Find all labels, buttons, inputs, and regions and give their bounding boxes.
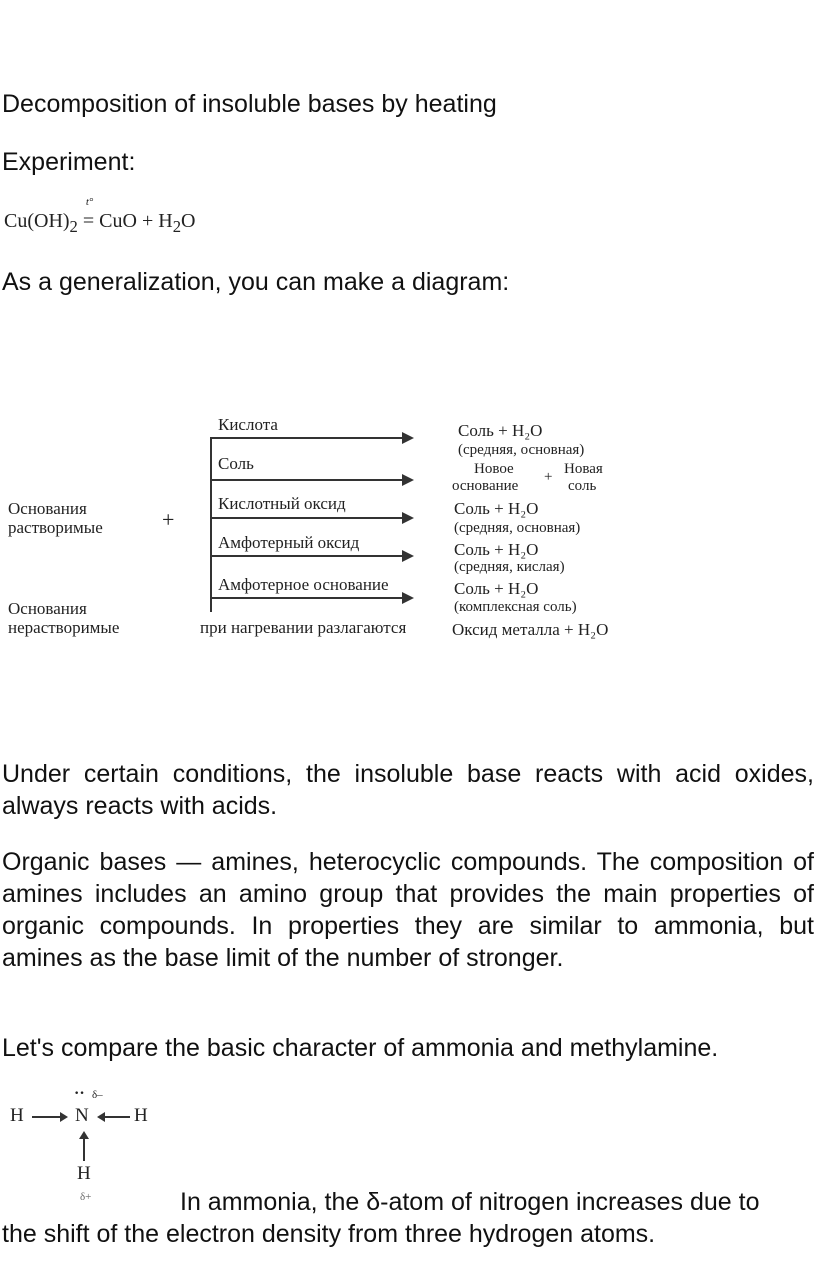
equation-reactant-subscript: 2 [69, 217, 78, 236]
nh3-bond-left-head [60, 1112, 68, 1122]
diagram-result-new-salt-2: соль [568, 478, 597, 494]
diagram-soluble-line2: растворимые [8, 518, 103, 537]
paragraph-conditions: Under certain conditions, the insoluble base reacts with acid oxides, always reacts with acids. [2, 760, 814, 820]
diagram-result-new-base-1: Новое [474, 461, 514, 477]
diagram-result-acid-note: (средняя, основная) [458, 442, 585, 458]
diagram-result-amph-base-note: (комплексная соль) [454, 599, 577, 615]
nh3-bond-right [104, 1116, 130, 1118]
diagram-result-acid-oxide-note: (средняя, основная) [454, 520, 581, 536]
diagram-result-amph-oxide-note: (средняя, кислая) [454, 559, 565, 575]
nh3-bond-bottom [83, 1139, 85, 1161]
equation-product-2: $H_2O$ [158, 210, 196, 236]
diagram-reagent-amph-base: Амфотерное основание [218, 575, 389, 594]
diagram-result-salt-plus: + [544, 469, 553, 485]
diagram-arrow-acid-oxide [210, 517, 402, 519]
equation-condition: t° [85, 196, 94, 208]
diagram-reagent-acid: Кислота [218, 415, 278, 434]
paragraph-ammonia-line2: the shift of the electron density from three hydrogen atoms. [2, 1220, 656, 1248]
diagram-result-new-base-2: основание [452, 478, 519, 494]
diagram-plus: + [162, 507, 175, 532]
diagram-arrow-amph-oxide [210, 555, 402, 557]
diagram-reagent-amph-oxide: Амфотерный оксид [218, 533, 360, 552]
diagram-reagent-acid-oxide: Кислотный оксид [218, 494, 346, 513]
equation-product-1: CuO [99, 210, 137, 232]
diagram-result-heating: Оксид металла + H₂O [452, 620, 609, 639]
equation-equals: = [82, 210, 95, 232]
bases-diagram [0, 400, 816, 660]
diagram-arrow-salt [210, 479, 402, 481]
diagram-insoluble-line2: нерастворимые [8, 618, 120, 637]
nh3-h-bottom: H [77, 1163, 91, 1184]
diagram-insoluble-line1: Основания [8, 599, 87, 618]
experiment-label: Experiment: [2, 148, 136, 176]
diagram-result-acid: Соль + H₂O [458, 421, 543, 440]
diagram-bracket-line [210, 437, 212, 612]
equation-arrow [82, 196, 95, 233]
generalization-text: As a generalization, you can make a diagram: [2, 268, 510, 296]
diagram-result-new-salt-1: Новая [564, 461, 603, 477]
paragraph-compare: Let's compare the basic character of ammonia and methylamine. [2, 1034, 719, 1062]
paragraph-organic-bases: Organic bases — amines, heterocyclic compounds. The composition of amines includes an amino group that provides the main properties of organic compounds. In properties they are similar to ammonia, but amines as the base limit of the number of stronger. [2, 848, 814, 972]
nh3-lone-pair: ·· [74, 1085, 85, 1102]
diagram-arrow-acid [210, 437, 402, 439]
section-heading: Decomposition of insoluble bases by heating [2, 90, 497, 118]
nh3-delta-plus: δ+ [80, 1191, 92, 1203]
nh3-delta-minus: δ– [92, 1089, 103, 1101]
diagram-heating: при нагревании разлагаются [200, 618, 407, 637]
diagram-result-amph-base: Соль + H₂O [454, 579, 539, 598]
diagram-reagent-salt: Соль [218, 454, 254, 473]
nh3-h-left: H [10, 1105, 24, 1126]
nh3-h-right: H [134, 1105, 148, 1126]
diagram-result-amph-oxide: Соль + H₂O [454, 540, 539, 559]
nh3-nitrogen: N [75, 1105, 89, 1126]
equation-reactant: Cu(OH) [4, 210, 70, 232]
equation-plus: + [141, 210, 154, 232]
diagram-result-acid-oxide: Соль + H₂O [454, 499, 539, 518]
diagram-arrow-amph-base [210, 597, 402, 599]
paragraph-ammonia-line1: In ammonia, the δ-atom of nitrogen increases due to [180, 1188, 760, 1216]
nh3-bond-bottom-head [79, 1131, 89, 1139]
ammonia-structure [0, 1085, 180, 1215]
diagram-soluble-line1: Основания [8, 499, 87, 518]
reaction-equation [4, 196, 196, 237]
